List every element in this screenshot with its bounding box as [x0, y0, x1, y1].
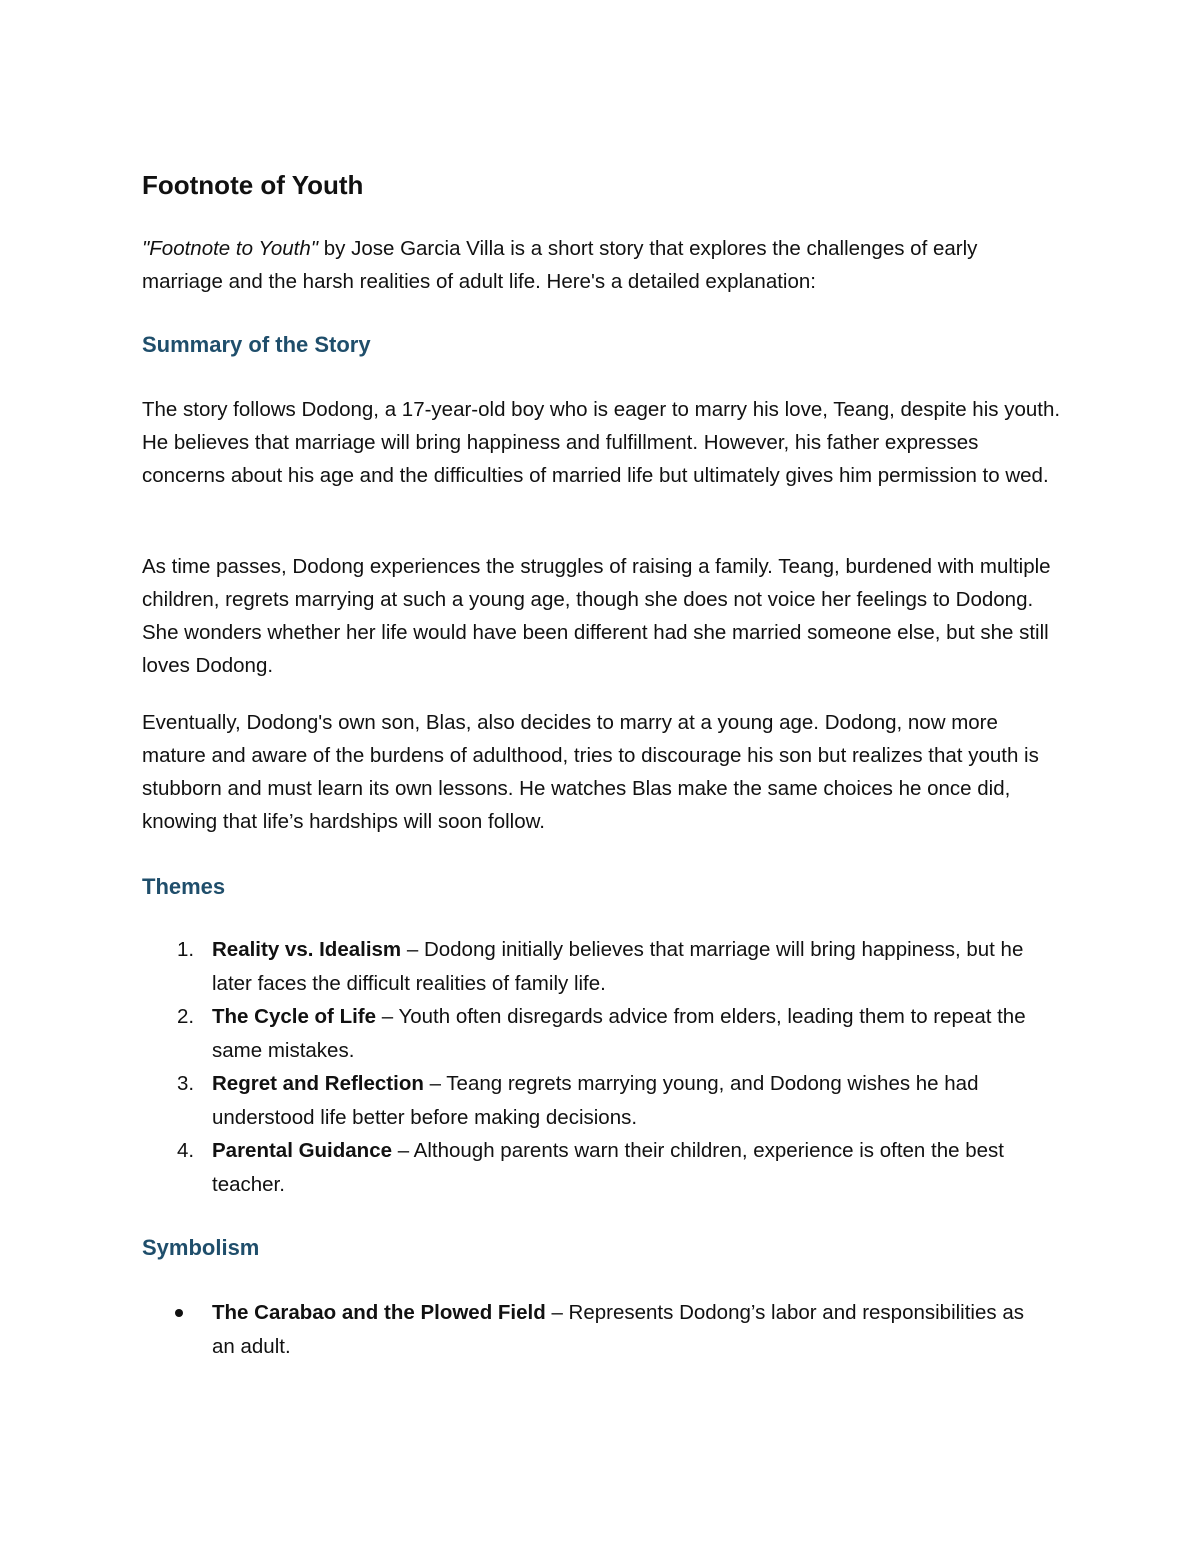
symbolism-list — [142, 1296, 1052, 1363]
document-title: Footnote of Youth — [142, 170, 364, 200]
theme-item — [142, 1067, 1052, 1134]
theme-number: 1. — [177, 938, 195, 961]
themes-heading: Themes — [142, 874, 226, 899]
theme-description: – Although parents warn their children, experience is often the best teacher. — [212, 1139, 1004, 1196]
theme-item — [142, 1000, 1052, 1067]
summary-heading: Summary of the Story — [142, 332, 371, 357]
theme-term: Regret and Reflection — [212, 1072, 424, 1095]
symbolism-heading: Symbolism — [142, 1235, 260, 1260]
theme-number: 2. — [177, 1005, 195, 1028]
theme-term: Parental Guidance — [212, 1139, 393, 1162]
symbol-item — [142, 1296, 1052, 1363]
summary-paragraph-1: The story follows Dodong, a 17-year-old boy who is eager to marry his love, Teang, despite his youth. He believes that marriage will bring happiness and fulfillment. However, his father expresses concerns about his age and the difficulties of married life but ultimately gives him permission to wed. — [142, 398, 1061, 487]
theme-description: – Dodong initially believes that marriage will bring happiness, but he later faces the difficult realities of family life. — [212, 938, 1024, 995]
theme-term: Reality vs. Idealism — [212, 938, 402, 961]
summary-paragraph-2: As time passes, Dodong experiences the struggles of raising a family. Teang, burdened with multiple children, regrets marrying at such a young age, though she does not voice her feelings to Dodong. She wonders whether her life would have been different had she married someone else, but she still loves Dodong. — [142, 555, 1051, 677]
theme-term: The Cycle of Life — [212, 1005, 377, 1028]
intro-text: by Jose Garcia Villa is a short story that explores the challenges of early marriage and the harsh realities of adult life. Here's a detailed explanation: — [142, 237, 978, 293]
theme-item — [142, 1134, 1052, 1201]
theme-item — [142, 933, 1052, 1000]
summary-paragraph-3: Eventually, Dodong's own son, Blas, also decides to marry at a young age. Dodong, now more mature and aware of the burdens of adulthood, tries to discourage his son but realizes that youth is stubborn and must learn its own lessons. He watches Blas make the same choices he once did, knowing that life’s hardships will soon follow. — [142, 711, 1039, 833]
bullet-dot-icon — [175, 1309, 183, 1317]
theme-description: – Youth often disregards advice from elders, leading them to repeat the same mistakes. — [212, 1005, 1026, 1062]
intro-paragraph — [142, 232, 1042, 298]
theme-number: 4. — [177, 1139, 195, 1162]
story-title-quote: "Footnote to Youth" — [142, 237, 319, 260]
theme-description: – Teang regrets marrying young, and Dodong wishes he had understood life better before making decisions. — [212, 1072, 979, 1129]
themes-list — [142, 933, 1052, 1201]
theme-number: 3. — [177, 1072, 195, 1095]
symbol-description: – Represents Dodong’s labor and responsibilities as an adult. — [212, 1301, 1024, 1358]
symbol-term: The Carabao and the Plowed Field — [212, 1301, 546, 1324]
